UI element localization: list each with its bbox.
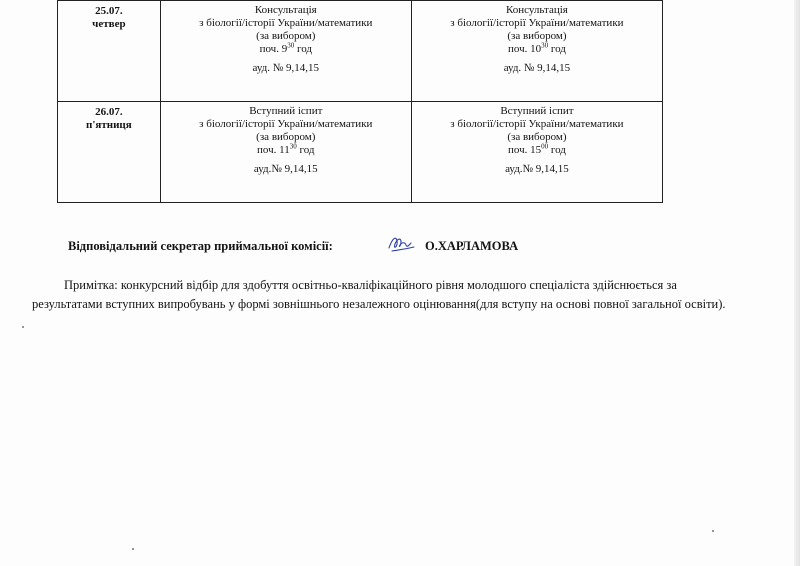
scan-speck	[712, 530, 714, 532]
event-choice: (за вибором)	[507, 131, 567, 143]
event-time: поч. $11^{30}$ год	[257, 142, 315, 156]
event-time: поч. $10^{30}$ год	[507, 41, 566, 55]
table-row	[58, 1, 663, 102]
event-cell	[411, 1, 662, 102]
event-cell	[160, 1, 411, 102]
scan-speck	[132, 548, 134, 550]
footnote	[32, 276, 782, 314]
event-title: Вступний іспит	[249, 105, 323, 117]
footnote-line-2: результатами вступних випробувань у формі зовнішнього незалежного оцінювання(для вступу на основі повної загальної освіти).	[32, 297, 726, 311]
event-subjects: з біології/історії України/математики	[450, 17, 624, 29]
event-choice: (за вибором)	[256, 30, 316, 42]
event-cell	[411, 102, 662, 203]
day-cell	[58, 1, 161, 102]
event-room: ауд. № 9,14,15	[503, 62, 571, 74]
scan-edge-shadow	[794, 0, 800, 566]
footnote-line-1: Примітка: конкурсний відбір для здобуття освітньо-кваліфікаційного рівня молодшого спеціаліста здійснюється за	[64, 278, 677, 292]
event-time: поч. $9^{30}$ год	[259, 41, 312, 55]
event-room: ауд.№ 9,14,15	[505, 163, 569, 175]
day-weekday: четвер	[92, 18, 126, 30]
event-title: Консультація	[506, 4, 568, 16]
event-choice: (за вибором)	[507, 30, 567, 42]
handwritten-signature	[386, 233, 416, 255]
schedule-table	[57, 0, 663, 203]
scan-speck	[22, 326, 24, 328]
event-room: ауд. № 9,14,15	[252, 62, 320, 74]
signature-line	[68, 239, 519, 254]
event-title: Консультація	[254, 4, 317, 16]
event-cell	[160, 102, 411, 203]
day-date: 26.07.	[95, 106, 123, 118]
table-row	[58, 102, 663, 203]
day-date: 25.07.	[95, 5, 123, 17]
signatory-position: Відповідальний секретар приймальної комісії:	[68, 239, 333, 253]
event-choice: (за вибором)	[256, 131, 316, 143]
signatory-name: О.ХАРЛАМОВА	[425, 239, 519, 253]
day-weekday: п'ятниця	[86, 119, 132, 131]
event-time: поч. $15^{00}$ год	[507, 142, 566, 156]
event-subjects: з біології/історії України/математики	[199, 17, 373, 29]
event-title: Вступний іспит	[500, 105, 574, 117]
event-subjects: з біології/історії України/математики	[199, 118, 373, 130]
event-room: ауд.№ 9,14,15	[253, 163, 318, 175]
day-cell	[58, 102, 161, 203]
event-subjects: з біології/історії України/математики	[450, 118, 624, 130]
